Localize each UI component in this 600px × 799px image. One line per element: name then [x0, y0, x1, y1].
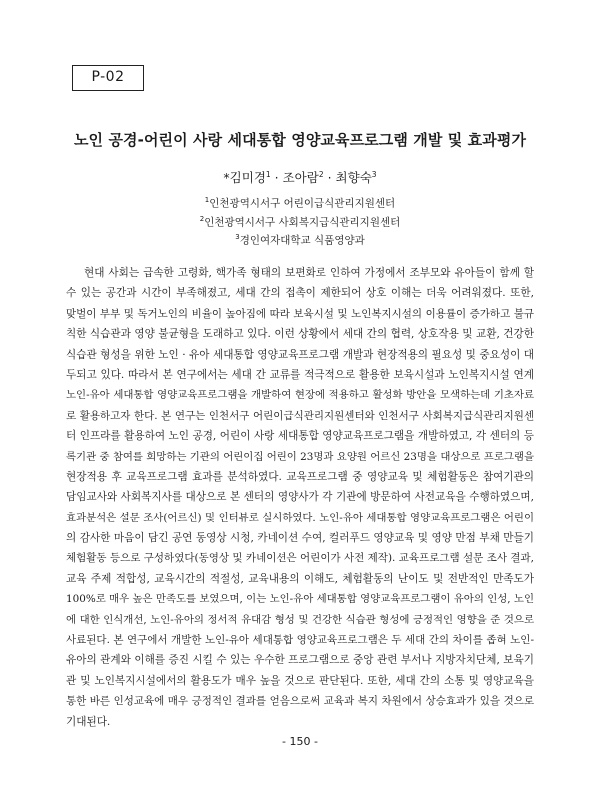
author-separator: ·	[323, 170, 336, 185]
affiliation-line	[0, 193, 600, 212]
affiliation-mark: 2	[199, 214, 205, 223]
abstract-line: 터 인프라를 활용하여 노인 공경, 어린이 사랑 세대통합 영양교육프로그램을 개발하였고, 각 센터의 등	[66, 430, 534, 443]
abstract-line: 수 있는 공간과 시간이 부족해졌고, 세대 간의 접촉이 제한되어 상호 이해는 더욱 어려워졌다. 또한,	[66, 287, 534, 300]
author-name: 최향숙	[335, 170, 372, 185]
abstract-line: 맞벌이 부부 및 독거노인의 비율이 높아짐에 따라 보육시설 및 노인복지시설의 이용률이 증가하고 불규	[66, 307, 534, 320]
abstract-line: 현장적용 후 교육프로그램 효과를 분석하였다. 교육프로그램 중 영양교육 및 체험활동은 참여기관의	[66, 470, 534, 483]
paper-title: 노인 공경-어린이 사랑 세대통합 영양교육프로그램 개발 및 효과평가	[73, 131, 527, 149]
affiliation-text: 경인여자대학교 식품영양과	[239, 234, 365, 247]
affiliation-line	[0, 212, 600, 231]
abstract-line: 교육 주제 적합성, 교육시간의 적절성, 교육내용의 이해도, 체험활동의 난이도 및 전반적인 만족도가	[66, 572, 534, 585]
author-affiliation-mark: 3	[371, 169, 377, 179]
affiliation-mark: 1	[204, 196, 210, 204]
abstract-line: 식습관 형성을 위한 노인 · 유아 세대통합 영양교육프로그램 개발과 현장적용의 필요성 및 중요성이 대	[66, 348, 534, 361]
author-mark: *	[223, 170, 230, 185]
abstract-line: 두되고 있다. 따라서 본 연구에서는 세대 간 교류를 적극적으로 활용한 보육시설과 노인복지시설 연계	[66, 368, 534, 381]
affiliation-line	[0, 230, 600, 249]
abstract-line: 유아의 관계와 이해를 증진 시킬 수 있는 우수한 프로그램으로 중앙 관련 부서나 지방자치단체, 보육기	[66, 654, 534, 667]
abstract-line: 칙한 식습관과 영양 불균형을 도래하고 있다. 이런 상황에서 세대 간의 협력, 상호작용 및 교환, 건강한	[66, 328, 534, 341]
author-separator: ·	[270, 170, 283, 185]
abstract-line: 기대된다.	[66, 715, 111, 728]
abstract-body	[66, 263, 534, 732]
author-affiliation-mark: 2	[318, 169, 324, 179]
author-list	[0, 168, 600, 186]
abstract-line: 사료된다. 본 연구에서 개발한 노인-유아 세대통합 영양교육프로그램은 두 세대 간의 차이를 좁혀 노인-	[66, 634, 534, 647]
abstract-line: 담임교사와 사회복지사를 대상으로 본 센터의 영양사가 각 기관에 방문하여 사전교육을 수행하였으며,	[66, 491, 534, 504]
paper-code-box	[72, 65, 144, 91]
paper-code: P-02	[91, 69, 125, 85]
abstract-line: 효과분석은 설문 조사(어르신) 및 인터뷰로 실시하였다. 노인-유아 세대통합 영양교육프로그램은 어린이	[66, 511, 534, 524]
affiliation-text: 인천광역시서구 사회복지급식관리지원센터	[204, 216, 401, 228]
page-number: - 150 -	[282, 735, 318, 748]
affiliation-text: 인천광역시서구 어린이급식관리지원센터	[209, 197, 396, 210]
abstract-line: 통한 바른 인성교육에 매우 긍정적인 결과를 얻음으로써 교육과 복지 차원에서 상승효과가 있을 것으로	[66, 695, 534, 708]
author-affiliation-mark: 1	[265, 169, 271, 179]
affiliation-list	[0, 193, 600, 249]
author-name: 김미경	[229, 170, 266, 185]
abstract-line: 관 및 노인복지시설에서의 활용도가 매우 높을 것으로 판단된다. 또한, 세대 간의 소통 및 영양교육을	[66, 674, 534, 687]
abstract-line: 록기관 중 참여를 희망하는 기관의 어린이집 어린이 23명과 요양원 어르신 23명을 대상으로 프로그램을	[66, 450, 534, 463]
abstract-line: 에 대한 인식개선, 노인-유아의 정서적 유대감 형성 및 건강한 식습관 형성에 긍정적인 영향을 준 것으로	[66, 613, 534, 626]
abstract-line: 의 감사한 마음이 담긴 공연 동영상 시청, 카네이션 수여, 컬러푸드 영양교육 및 영양 만점 부채 만들기	[66, 532, 534, 545]
abstract-line: 체험활동 등으로 구성하였다(동영상 및 카네이션은 어린이가 사전 제작). 교육프로그램 설문 조사 결과,	[66, 552, 534, 565]
abstract-line: 노인-유아 세대통합 영양교육프로그램을 개발하여 현장에 적용하고 활성화 방안을 모색하는데 기초자료	[66, 389, 534, 402]
abstract-line: 현대 사회는 급속한 고령화, 핵가족 형태의 보편화로 인하여 가정에서 조부모와 유아들이 함께 할	[84, 267, 534, 279]
author-name: 조아람	[282, 170, 319, 185]
abstract-line: 로 활용하고자 한다. 본 연구는 인천서구 어린이급식관리지원센터와 인천서구 사회복지급식관리지원센	[66, 409, 534, 422]
affiliation-mark: 3	[235, 233, 240, 241]
abstract-line: 100%로 매우 높은 만족도를 보였으며, 이는 노인-유아 세대통합 영양교육프로그램이 유아의 인성, 노인	[66, 593, 534, 606]
